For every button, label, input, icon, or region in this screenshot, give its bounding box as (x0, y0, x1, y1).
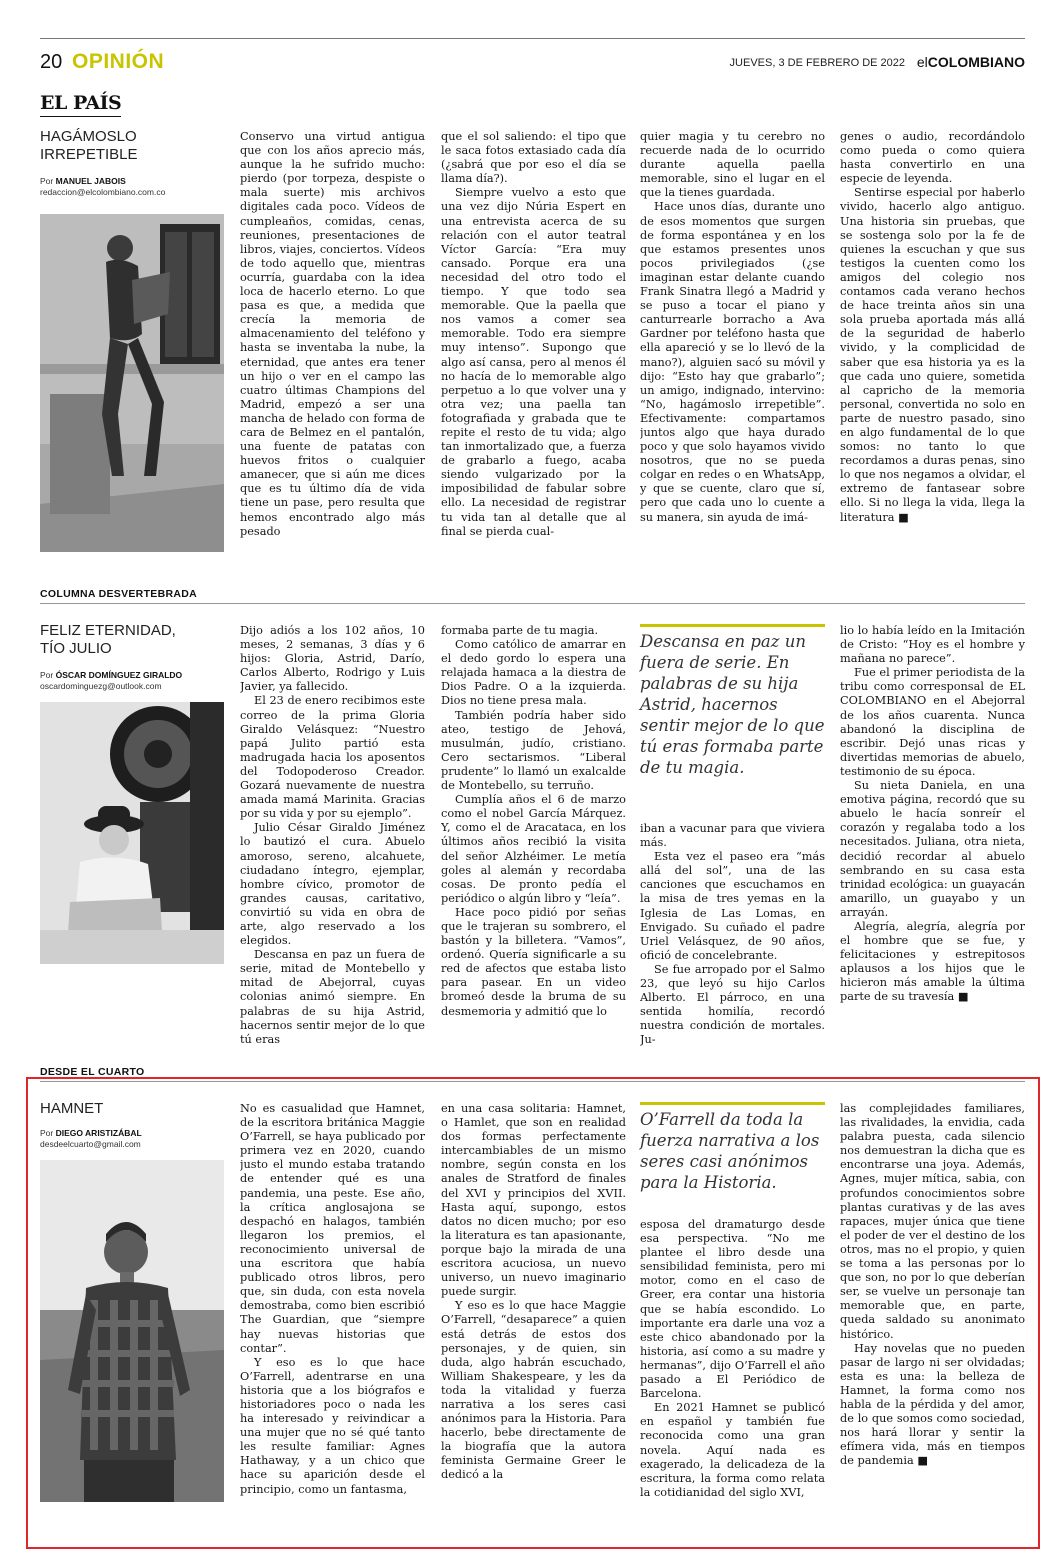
statue-photo (40, 214, 224, 552)
article-column-4: genes o audio, recordándolo como pueda o como quiera hasta convertirlo en una especie de leyenda. Sentirse especial por haberlo vivido, hacerlo algo antiguo. Una historia sin pruebas, que se sostenga solo por la fe de quienes la escuchan y que sus testigos la cuenten como los amigos del colegio nos contamos cada verano hechos de hace treinta años sin una sola prueba aportada más allá de la seguridad de haberlo vivido, y la complicidad de saber que esa historia ya es la que cada uno quiere, sometida al capricho de la memoria personal, convertida no solo en parte de nuestro pasado, sino en algo fundamental de lo que somos: no tanto lo que recordamos a duras penas, sino lo que nos negamos a olvidar, el extremo de fantasear sobre ello. Si no llega la vida, llega la literatura ■ (840, 130, 1025, 524)
column-kicker: COLUMNA DESVERTEBRADA (40, 588, 1025, 604)
article-column-4: las complejidades familiares, las rivalidades, la envidia, cada palabra puesta, cada silencio nos demuestran la dicha que es encontrarse una joya. Además, Agnes, mujer mítica, sabia, con profundos conocimientos sobre plantas curativas y de las aves rapaces, mujer única que tiene el poder de ver el destino de los otros, mas no el propio, y quien se toma a las personas por lo que son, no por lo que deberían ser, se vuelve un personaje tan memorable que, en parte, queda saldado su anonimato histórico. Hay novelas que no pueden pasar de largo ni ser olvidadas; esta es una: la belleza de Hamnet, la forma como nos habla de la pérdida y del amor, de lo que somos como sociedad, nos hará llorar y sentir la efímera vida, más en tiempos de pandemia ■ (840, 1102, 1025, 1468)
paragraph: También podría haber sido ateo, testigo de Jehová, musulmán, judío, cristiano. Cero sectarismos. “Liberal prudente” lo llamó un exalcalde de Montebello, su terruño. (441, 708, 626, 793)
paragraph: Descansa en paz un fuera de serie, mitad de Montebello y mitad de Abejorral, cuyas colonias animó siempre. En palabras de su hija Astrid, hacernos sentir mejor de lo que tú eras (240, 948, 425, 1046)
article-column-3: iban a vacunar para que viviera más. Esta vez el paseo era “más allá del sol”, una de las canciones que escuchamos en la misa de tres yemas en la Iglesia de Las Lomas, en Envigado. Su cuñado el padre Uriel Velásquez, de 90 años, ofició de concelebrante. Se fue arropado por el Salmo 23, que leyó su hijo Carlos Alberto. El párroco, en una sentida homilía, recordó nuestra condición de mortales. Ju- (640, 822, 825, 1047)
article-column-4: lio lo había leído en la Imitación de Cristo: “Hoy es el hombre y mañana no parece”. Fue el primer periodista de la tribu como corresponsal de EL COLOMBIANO en el Abejorral de los años cuarenta. Nunca abandonó la disciplina de escribir. Dejó unas ricas y divertidas memorias de abuelo, testimonio de su época. Su nieta Daniela, en una emotiva página, recordó que su abuelo le hacía sonreír el corazón y regalaba todo a los necesitados. Juliana, otra nieta, decidió recordar al abuelo sembrando en su casa esta trinidad ecológica: un guayacán amarillo, un guayabo y un arrayán. Alegría, alegría, alegría por el hombre que se fue, y felicitaciones y estrepitosos aplausos a los hijos que le hicieron más amable la última parte de su travesía ■ (840, 624, 1025, 1004)
paragraph: En 2021 Hamnet se publicó en español y también fue reconocida como una gran novela. Aquí nada es exagerado, la delicadeza de la escritura, la forma como relata la cotidianidad del siglo XVI, (640, 1401, 825, 1499)
author-email: oscardominguezg@outlook.com (40, 681, 162, 691)
article-column-2: en una casa solitaria: Hamnet, o Hamlet, que son en realidad dos formas perfectamente intercambiables de un mismo nombre, según consta en los anales de Stratford de finales del XVI y principios del XVII. Hasta aquí, supongo, estos datos no dicen mucho; por eso la literatura es tan apasionante, porque bajo la mirada de una escritora acuciosa, un nuevo universo, un nuevo imaginario puede surgir. Y eso es lo que hace Maggie O’Farrell, “desaparece” a quien está detrás de estos dos personajes, y de quien, sin duda, algo habrán escuchado, William Shakespeare, y les da toda la vitalidad y fuerza narrativa a los seres casi anónimos para la Historia. Para hacerlo, bebe directamente de la biografía que la autora feminista Germaine Greer le dedicó a la (441, 1102, 626, 1482)
article-column-1: No es casualidad que Hamnet, de la escritora británica Maggie O’Farrell, se haya publicado por primera vez en 2020, cuando justo el mundo estaba tratando de entender qué es una pandemia, una peste. Ese año, la crítica anglosajona se despachó en halagos, también llegaron los premios, el reconocimiento universal de una escritora que había publicado otros libros, pero que, sin duda, con esta novela demostraba, como bien escribió The Guardian, que “siempre hay nuevas historias que contar”. Y eso es lo que hace O’Farrell, adentrarse en una historia que a los biógrafos e historiadores poco o nada les ha interesado y reivindicar a una mujer que no sé qué tanto les resulte familiar: Agnes Hathaway, y a un chico que hace su aparición desde el principio, como un fantasma, (240, 1102, 425, 1496)
article-hamnet (40, 1066, 1030, 1538)
pull-quote: Descansa en paz un fuera de serie. En palabras de su hija Astrid, hacernos sentir mejor de lo que tú eras formaba parte de tu magia. (640, 624, 825, 778)
author-name: DIEGO ARISTIZÁBAL (55, 1128, 142, 1138)
article-column-2: que el sol saliendo: el tipo que le saca fotos extasiado cada día (¿sabrá que por eso el día se llama día?). Siempre vuelvo a esto que una vez dijo Núria Espert en una entrevista acerca de su relación con el autor teatral Víctor García: “Era muy cansado. Porque era una necesidad del otro todo el tiempo. Y que todo sea memorable. Que la paella que nos vamos a comer sea memorable. Todo era siempre muy intenso”. Supongo que algo así cansa, pero al menos él no hacía de lo memorable algo perpetuo a lo que volver una y otra vez; una paella tan fotografiada y grabada que te repite el resto de tu vida; algo tan inmortalizado que, a fuerza de grabarlo a fuego, acaba siendo vulgarizado por la imposibilidad de fabular sobre ello. La necesidad de registrar tu vida tan al detalle que al final se pierda cual- (441, 130, 626, 538)
article-byline: Por MANUEL JABOIS redaccion@elcolombiano.com.co (40, 176, 230, 198)
article-headline: HAGÁMOSLO IRREPETIBLE (40, 128, 138, 163)
section-name: OPINIÓN (72, 50, 165, 73)
newspaper-logo: elCOLOMBIANO (916, 54, 1025, 70)
article-column-2: formaba parte de tu magia. Como católico de amarrar en el dedo gordo lo espera una relajada hamaca a la diestra de Dios Padre. O a la izquierda. Dios no tiene presa mala. También podría haber sido ateo, testigo de Jehová, musulmán, judío, cristiano. Cero sectarismos. “Liberal prudente” lo llamó un exalcalde de Montebello, su terruño. Cumplía años el 6 de marzo como el nobel García Márquez. Y, como el de Aracataca, en los últimos años recibió la visita del señor Alzhéimer. Le metía goles al alemán y recordaba cosas. De pronto pedía el periódico o algún libro y “leía”. Hace poco pidió por señas que le trajeran su sombrero, el bastón y la billetera. “Vamos”, ordenó. Quería significarle a su red de afectos que estaba listo para pasear. En un video bromeó desde la bruma de su desmemoria y admitió que lo (441, 624, 626, 1018)
article-column-1: Dijo adiós a los 102 años, 10 meses, 2 semanas, 3 días y 6 hijos: Gloria, Astrid, Darío, Carlos Alberto, Rodrigo y Luis Javier, ya fallecido. El 23 de enero recibimos este correo de la prima Gloria Giraldo Velásquez: “Nuestro papá Julito partió esta madrugada hacia los aposentos del Todopoderoso Creador. Gozará nuevamente de nuestra amada mamá Marinita. Gracias por su vida y por su ejemplo”. Julio César Giraldo Jiménez lo bautizó el cura. Abuelo amoroso, sereno, alcahuete, ciudadano íntegro, ejemplar, hombre cívico, promotor de grandes causas, caritativo, convirtió su vida en obra de arte, algo reservado a los elegidos. Descansa en paz un fuera de serie, mitad de Montebello y mitad de Abejorral, cuyas colonias animó siempre. En palabras de su hija Astrid, hacernos sentir mejor de lo que tú eras (240, 624, 425, 1046)
article-headline: FELIZ ETERNIDAD, TÍO JULIO (40, 622, 176, 657)
paragraph: Siempre vuelvo a esto que una vez dijo Núria Espert en una entrevista acerca de su relación con el autor teatral Víctor García: “Era muy cansado. Porque era una necesidad del otro todo el tiempo. Y que todo sea memorable. Que la paella que nos vamos a comer sea memorable. Todo era siempre muy intenso”. Supongo que algo así cansa, pero al menos él no hacía de lo memorable algo perpetuo a lo que volver una y otra vez; una paella tan fotografiada y grabada que te repite el resto de tu vida; algo tan inmortalizado que, a fuerza de grabarlo a fuego, acaba siendo vulgarizado por la imposibilidad de fabular sobre ello. La necesidad de registrar tu vida tan al detalle que al final se pierda cual- (441, 186, 626, 538)
paragraph: Hay novelas que no pueden pasar de largo ni ser olvidadas; esta es una: la belleza de Hamnet, la forma como nos habla de la pérdida y del amor, de lo que somos como sociedad, nos hará llorar y sentir la efímera vida, más en tiempos de pandemia ■ (840, 1341, 1025, 1468)
paragraph: Sentirse especial por haberlo vivido, hacerlo algo antiguo. Una historia sin pruebas, que se sostenga solo por la fe de quienes la escuchan y que sus testigos la cuenten como los amigos del colegio nos contamos cada verano hechos de hace treinta años sin una sola prueba aportada más allá de la seguridad de haberlo vivido, y la complicidad de saber que esa historia ya es la que cada uno quiere, sometida al capricho de la memoria personal, convertida no solo en parte de nuestro pasado, sino en algo fundamental de lo que somos: no tanto lo que recordamos a duras penas, sino lo que nos negamos a olvidar, el extremo de fantasear sobre ello. Si no llega la vida, llega la literatura ■ (840, 186, 1025, 524)
author-name: ÓSCAR DOMÍNGUEZ GIRALDO (55, 670, 183, 680)
publication-date: JUEVES, 3 DE FEBRERO DE 2022 (729, 57, 905, 69)
paragraph: Esta vez el paseo era “más allá del sol”, una de las canciones que escuchamos en la misa de tres yemas en la Iglesia de Las Lomas, en Envigado. Su cuñado el padre Uriel Velásquez, de 90 años, ofició de concelebrante. (640, 850, 825, 962)
paragraph: El 23 de enero recibimos este correo de la prima Gloria Giraldo Velásquez: “Nuestro papá Julito partió esta madrugada hacia los aposentos del Todopoderoso Creador. Gozará nuevamente de nuestra amada mamá Marinita. Gracias por su vida y por su ejemplo”. (240, 694, 425, 821)
author-email: desdeelcuarto@gmail.com (40, 1139, 141, 1149)
paragraph: Se fue arropado por el Salmo 23, que leyó su hijo Carlos Alberto. El párroco, en una sentida homilía, recordó nuestra condición de mortales. Ju- (640, 962, 825, 1047)
paragraph: Fue el primer periodista de la tribu como corresponsal de EL COLOMBIANO en el Abejorral de los años cuarenta. Nunca abandonó la disciplina de escribir. Dejó unas ricas y divertidas memorias de abuelo, testimonio de su época. (840, 666, 1025, 778)
author-email: redaccion@elcolombiano.com.co (40, 187, 166, 197)
column-kicker: DESDE EL CUARTO (40, 1066, 1025, 1082)
paragraph: Julio César Giraldo Jiménez lo bautizó el cura. Abuelo amoroso, sereno, alcahuete, ciudadano íntegro, ejemplar, hombre cívico, promotor de grandes causas, caritativo, convirtió su vida en obra de arte, algo reservado a los elegidos. (240, 821, 425, 948)
article-byline: Por DIEGO ARISTIZÁBAL desdeelcuarto@gmail.com (40, 1128, 230, 1150)
page-header (40, 38, 1025, 74)
article-feliz-eternidad (40, 588, 1030, 1050)
elderly-man-photo (40, 702, 224, 964)
article-column-1: Conservo una virtud antigua que con los años aprecio más, aunque la he sufrido mucho: pierdo (por torpeza, despiste o mala suerte) mis archivos digitales cada poco. Vídeos de cumpleaños, comidas, cenas, reuniones, presentaciones de libros, viajes, conciertos. Vídeos de todo aquello que, mientras ocurría, guardaba con la idea loca de hacerlo eterno. Lo que pasa es que, a medida que crecía la memoria de almacenamiento del teléfono y hasta se inventaba la nube, la eternidad, que antes era tener un hijo o ver en el campo las cuatro últimas Champions del Madrid, empezó a ser una mancha de helado con forma de cara de Belmez en el pantalón, una fuente de patatas con huevos fritos o cualquier amanecer, que si aún me dices que es tu último día de vida tiene un pase, pero resulta que hemos encontrado algo más pesado (240, 130, 425, 538)
article-column-3: esposa del dramaturgo desde esa perspectiva. “No me plantee el libro desde una sensibilidad feminista, pero mi motor, como en el caso de Greer, era contar una historia que se había escondido. Lo importante era darle una voz a este chico abandonado por la historia, así como a su madre y hermanas”, dijo O’Farrell el año pasado a El Periódico de Barcelona. En 2021 Hamnet se publicó en español y también fue reconocida como una gran novela. Aquí nada es exagerado, la delicadeza de la escritura, la forma como relata la cotidianidad del siglo XVI, (640, 1218, 825, 1499)
pull-quote: O’Farrell da toda la fuerza narrativa a los seres casi anónimos para la Historia. (640, 1102, 825, 1193)
paragraph: Como católico de amarrar en el dedo gordo lo espera una relajada hamaca a la diestra de Dios Padre. O a la izquierda. Dios no tiene presa mala. (441, 638, 626, 708)
paragraph: Hace unos días, durante uno de esos momentos que surgen de forma espontánea y en los que estamos presentes unos pocos privilegiados (¿se imaginan estar delante cuando Frank Sinatra llegó a Madrid y se puso a tocar el piano y canturrearle borracho a Ava Gardner por teléfono hasta que ella apareció y se lo llevó de la mano?), alguien sacó su móvil y dijo: “Esto hay que grabarlo”; un amigo, indignado, intervino: “No, hagámoslo irrepetible”. Efectivamente: compartamos juntos algo que haya durado poco y que solo hayamos vivido nosotros, que no se pueda colgar en redes o en WhatsApp, y que se cuente, claro que sí, pero que cada uno lo cuente a su manera, sin ayuda de imá- (640, 200, 825, 524)
article-headline: HAMNET (40, 1100, 104, 1117)
author-name: MANUEL JABOIS (55, 176, 126, 186)
author-portrait-photo (40, 1160, 224, 1502)
paragraph: Y eso es lo que hace O’Farrell, adentrarse en una historia que a los biógrafos e historiadores poco o nada les ha interesado y reivindicar a una mujer que no sé qué tanto les resulte familiar: Agnes Hathaway, y a un chico que hace su aparición desde el principio, como un fantasma, (240, 1355, 425, 1496)
paragraph: Cumplía años el 6 de marzo como el nobel García Márquez. Y, como el de Aracataca, en los últimos años recibió la visita del señor Alzhéimer. Le metía goles al alemán y recordaba cosas. De pronto pedía el periódico o algún libro y “leía”. (441, 793, 626, 905)
paragraph: Alegría, alegría, alegría por el hombre que se fue, y felicitaciones y estrepitosos aplausos a los hijos que le hicieron más amable la última parte de su travesía ■ (840, 919, 1025, 1004)
article-column-3: quier magia y tu cerebro no recuerde nada de lo ocurrido durante aquella paella memorable, sino el lugar en el que la tienes guardada. Hace unos días, durante uno de esos momentos que surgen de forma espontánea y en los que estamos presentes unos pocos privilegiados (¿se imaginan estar delante cuando Frank Sinatra llegó a Madrid y se puso a tocar el piano y canturrearle borracho a Ava Gardner por teléfono hasta que ella apareció y se lo llevó de la mano?), alguien sacó su móvil y dijo: “Esto hay que grabarlo”; un amigo, indignado, intervino: “No, hagámoslo irrepetible”. Efectivamente: compartamos juntos algo que haya durado poco y que solo hayamos vivido nosotros, que no se pueda colgar en redes o en WhatsApp, y que se cuente, claro que sí, pero que cada uno lo cuente a su manera, sin ayuda de imá- (640, 130, 825, 524)
el-pais-logo: EL PAÍS (40, 92, 121, 117)
article-hagamoslo (40, 128, 1030, 568)
paragraph: Y eso es lo que hace Maggie O’Farrell, “desaparece” a quien está detrás de estos dos personajes, y de quien, sin duda, algo habrán escuchado, William Shakespeare, y les da toda la vitalidad y fuerza narrativa a los seres casi anónimos para la Historia. Para hacerlo, bebe directamente de la biografía que la autora feminista Germaine Greer le dedicó a la (441, 1299, 626, 1482)
paragraph: Hace poco pidió por señas que le trajeran su sombrero, el bastón y la billetera. “Vamos”, ordenó. Quería significarle a su red de afectos que estaba listo para pasear. En un video bromeó desde la bruma de su desmemoria y admitió que lo (441, 905, 626, 1018)
page-number: 20 (40, 51, 63, 73)
article-byline: Por ÓSCAR DOMÍNGUEZ GIRALDO oscardominguezg@outlook.com (40, 670, 230, 692)
paragraph: Su nieta Daniela, en una emotiva página, recordó que su abuelo le hacía sonreír el corazón y regalaba todo a los necesitados. Juliana, otra nieta, decidió recordar al abuelo sembrando en su casa esta trinidad ecológica: un guayacán amarillo, un guayabo y un arrayán. (840, 779, 1025, 919)
